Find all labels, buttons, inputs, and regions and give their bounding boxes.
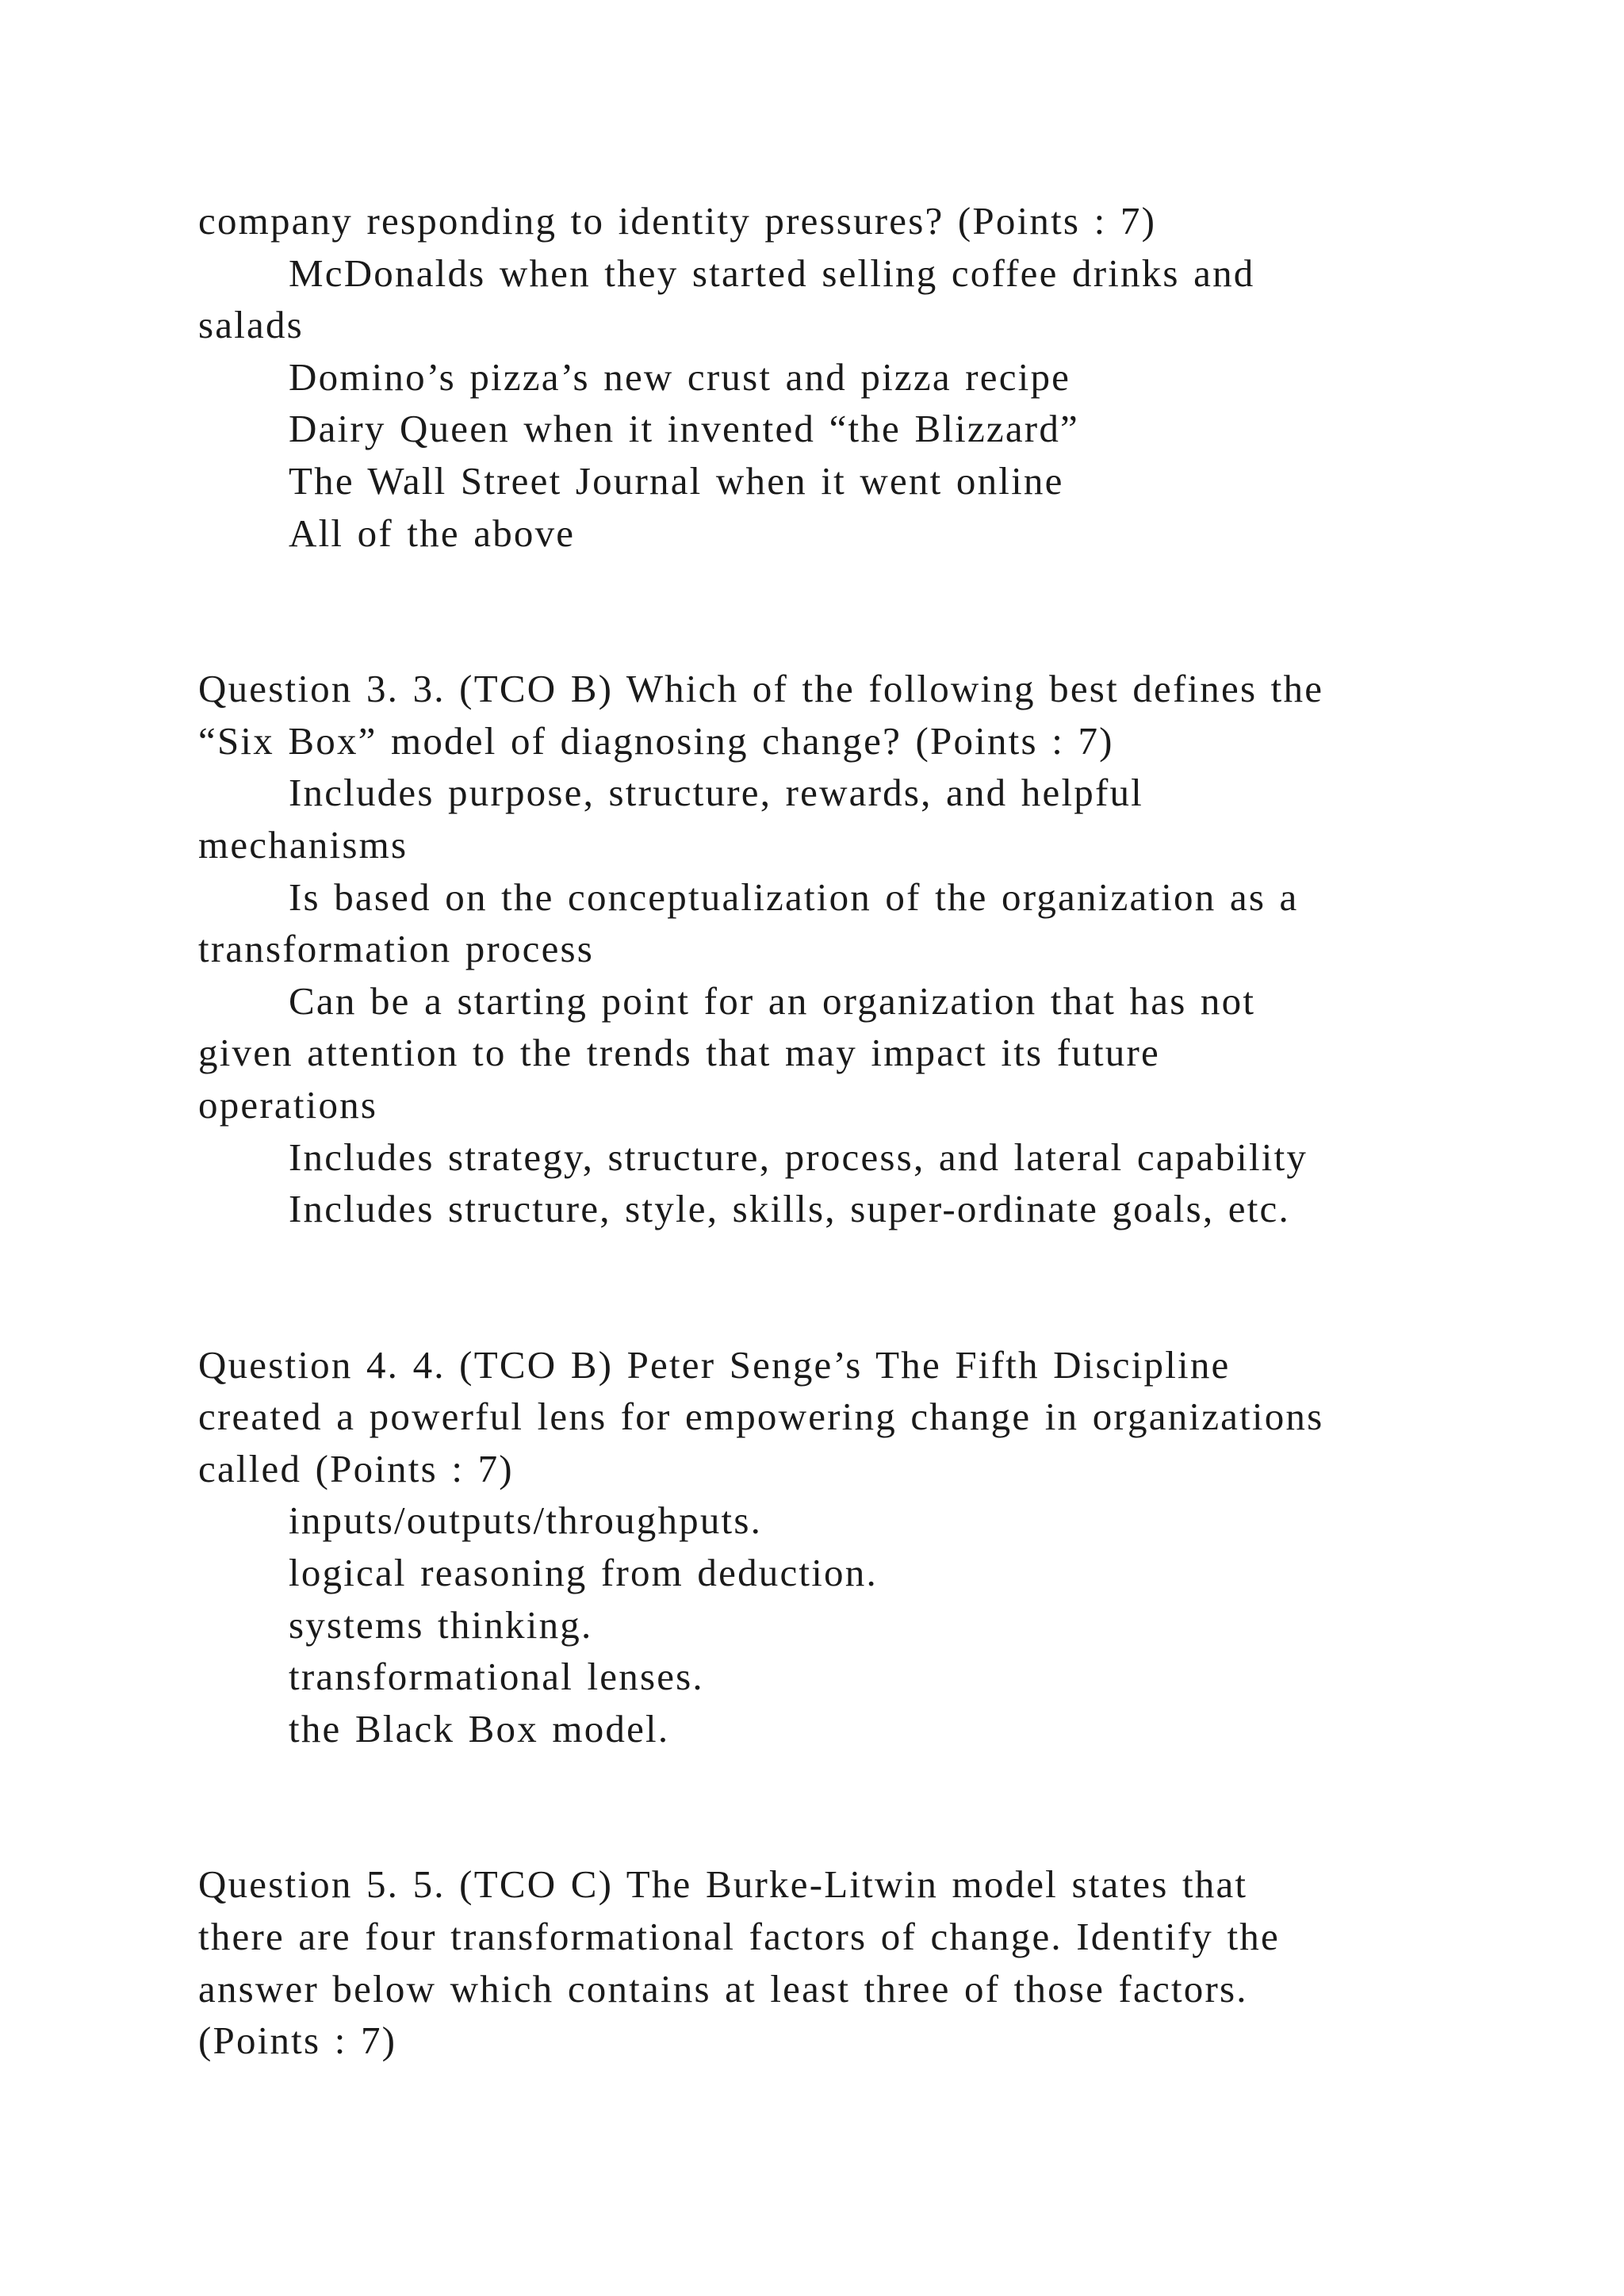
question-3-option-1: Includes purpose, structure, rewards, and helpful <box>289 771 1143 815</box>
question-5-block <box>198 1858 1435 2066</box>
question-2-stem-tail: company responding to identity pressures? (Points : 7) <box>198 199 1157 243</box>
question-3-option-2-wrap: transformation process <box>198 927 595 971</box>
question-3-option-3-wrap-2: operations <box>198 1082 378 1127</box>
question-2-option-1: McDonalds when they started selling coffee drinks and <box>289 251 1255 295</box>
question-3-stem: Question 3. 3. (TCO B) Which of the following best defines the <box>198 667 1324 711</box>
question-3-option-5: Includes structure, style, skills, super-ordinate goals, etc. <box>289 1187 1290 1231</box>
question-4-option-1: inputs/outputs/throughputs. <box>289 1498 763 1543</box>
question-5-stem-wrap: there are four transformational factors of change. Identify the <box>198 1915 1280 1959</box>
question-4-option-4: transformational lenses. <box>289 1655 704 1699</box>
question-3-option-4: Includes strategy, structure, process, and lateral capability <box>289 1135 1308 1179</box>
question-4-block <box>198 1339 1435 1755</box>
question-4-stem: Question 4. 4. (TCO B) Peter Senge’s The Fifth Discipline <box>198 1342 1231 1387</box>
question-4-option-3: systems thinking. <box>289 1602 593 1647</box>
question-2-option-3: Dairy Queen when it invented “the Blizzard” <box>289 407 1079 451</box>
question-2-option-5: All of the above <box>289 511 576 555</box>
question-3-option-3: Can be a starting point for an organization that has not <box>289 978 1256 1023</box>
question-5-stem: Question 5. 5. (TCO C) The Burke-Litwin model states that <box>198 1862 1248 1907</box>
question-3-block <box>198 663 1435 1235</box>
question-3-option-2: Is based on the conceptualization of the organization as a <box>289 874 1299 919</box>
question-5-stem-wrap-2: answer below which contains at least three of those factors. <box>198 1966 1248 2011</box>
document-page <box>198 195 1435 2067</box>
question-2-option-2: Domino’s pizza’s new crust and pizza recipe <box>289 354 1071 399</box>
spacer <box>198 1235 1435 1339</box>
question-2-block <box>198 195 1435 559</box>
question-2-option-1-wrap: salads <box>198 303 304 347</box>
question-3-option-3-wrap: given attention to the trends that may impact its future <box>198 1031 1160 1075</box>
question-4-stem-wrap: created a powerful lens for empowering change in organizations <box>198 1395 1324 1439</box>
spacer <box>198 1755 1435 1858</box>
question-4-stem-wrap-2: called (Points : 7) <box>198 1446 514 1490</box>
question-4-option-5: the Black Box model. <box>289 1706 670 1751</box>
question-4-option-2: logical reasoning from deduction. <box>289 1551 878 1595</box>
question-3-stem-wrap: “Six Box” model of diagnosing change? (Points : 7) <box>198 718 1114 763</box>
spacer <box>198 559 1435 663</box>
question-2-option-4: The Wall Street Journal when it went online <box>289 458 1064 503</box>
question-3-option-1-wrap: mechanisms <box>198 822 408 867</box>
question-5-points: (Points : 7) <box>198 2019 397 2063</box>
